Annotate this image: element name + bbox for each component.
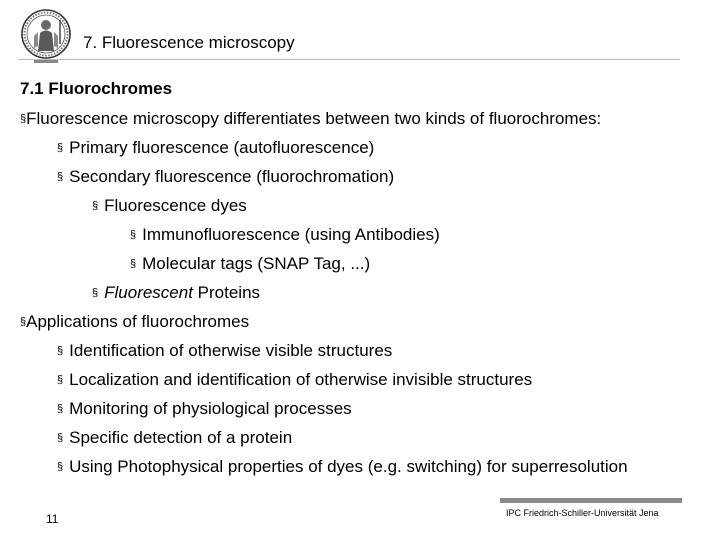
bullet-text: Molecular tags (SNAP Tag, ...) bbox=[142, 254, 371, 273]
bullet-item-level2 bbox=[57, 457, 628, 477]
bullet-text: Proteins bbox=[192, 283, 261, 302]
bullet-item-level1 bbox=[20, 312, 249, 332]
bullet-icon: § bbox=[57, 171, 64, 183]
title-divider bbox=[18, 59, 680, 60]
university-seal-icon bbox=[14, 6, 78, 66]
bullet-text: Using Photophysical properties of dyes (e.g. switching) for superresolution bbox=[69, 457, 628, 476]
bullet-text: Specific detection of a protein bbox=[69, 428, 293, 447]
bullet-icon: § bbox=[20, 316, 27, 328]
footer-bar bbox=[500, 498, 682, 503]
bullet-text: Localization and identification of otherwise invisible structures bbox=[69, 370, 533, 389]
section-heading: 7.1 Fluorochromes bbox=[20, 79, 173, 98]
bullet-icon: § bbox=[57, 142, 64, 154]
bullet-icon: § bbox=[92, 200, 99, 212]
bullet-item-level3 bbox=[92, 283, 260, 303]
bullet-text-italic: Fluorescent bbox=[104, 283, 193, 302]
bullet-icon: § bbox=[130, 229, 137, 241]
bullet-item-level1 bbox=[20, 109, 601, 129]
bullet-item-level2 bbox=[57, 370, 532, 390]
bullet-icon: § bbox=[57, 432, 64, 444]
bullet-item-level3 bbox=[92, 196, 247, 216]
bullet-icon: § bbox=[57, 345, 64, 357]
bullet-text: Fluorescence dyes bbox=[104, 196, 247, 215]
bullet-item-level4 bbox=[130, 225, 440, 245]
page-number: 11 bbox=[46, 512, 59, 526]
bullet-icon: § bbox=[57, 461, 64, 473]
slide-title: 7. Fluorescence microscopy bbox=[83, 33, 295, 52]
bullet-icon: § bbox=[20, 113, 27, 125]
bullet-item-level2 bbox=[57, 341, 392, 361]
bullet-item-level4 bbox=[130, 254, 370, 274]
bullet-text: Applications of fluorochromes bbox=[26, 312, 250, 331]
bullet-icon: § bbox=[57, 374, 64, 386]
bullet-item-level2 bbox=[57, 399, 352, 419]
bullet-text: Secondary fluorescence (fluorochromation) bbox=[69, 167, 395, 186]
bullet-text: Immunofluorescence (using Antibodies) bbox=[142, 225, 440, 244]
bullet-text: Identification of otherwise visible structures bbox=[69, 341, 393, 360]
bullet-item-level2 bbox=[57, 167, 394, 187]
bullet-icon: § bbox=[130, 258, 137, 270]
bullet-item-level2 bbox=[57, 428, 292, 448]
bullet-icon: § bbox=[57, 403, 64, 415]
bullet-text: Monitoring of physiological processes bbox=[69, 399, 352, 418]
bullet-icon: § bbox=[92, 287, 99, 299]
bullet-text: Fluorescence microscopy differentiates between two kinds of fluorochromes: bbox=[26, 109, 602, 128]
bullet-item-level2 bbox=[57, 138, 374, 158]
bullet-text: Primary fluorescence (autofluorescence) bbox=[69, 138, 375, 157]
footer-institution: IPC Friedrich-Schiller-Universität Jena bbox=[506, 508, 659, 518]
